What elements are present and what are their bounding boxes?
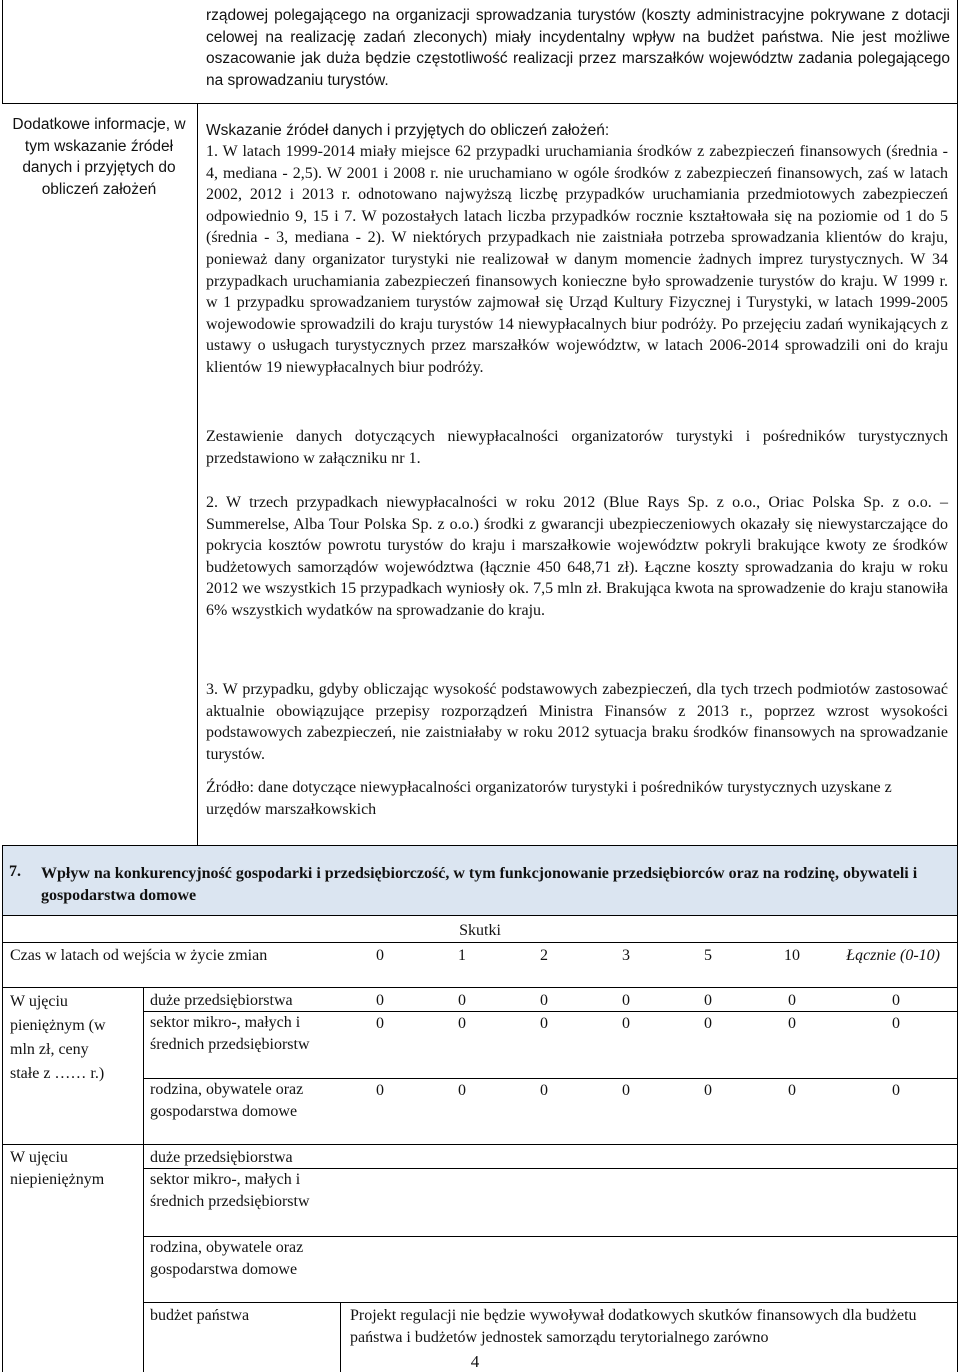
point-2: 2. W trzech przypadkach niewypłacalności w roku 2012 (Blue Rays Sp. z o.o., Oriac Polska Sp. z o.o. – Summerelse, Alba Tour Polska Sp. z o.o.) środki z gwarancji ubezpieczeniowych okazały się niewystarczające do pokrycia kosztów powrotu turystów do kraju i marszałkowie województw pokryli brakujące kwoty ze środków budżetowych samorządów województwa (łącznie 450 648,71 zł). Łączne koszty sprowadzania do kraju w roku 2012 we wszystkich 15 przypadkach wyniosły ok. 7,5 mln zł. Brakująca kwota na sprowadzenie do kraju stanowiła 6% wszystkich wydatków na sprowadzanie do kraju. [206,494,948,619]
cell-large-4: 0 [704,992,712,1009]
budget-text: Projekt regulacji nie będzie wywoływał dodatkowych skutków finansowych dla budżetu państwa i budżetów jednostek samorządu terytorialnego zarówno [350,1307,917,1346]
cell-large-0: 0 [376,992,384,1009]
row-label-large: duże przedsiębiorstwa [150,992,293,1009]
row-label-households: rodzina, obywatele oraz gospodarstwa domowe [150,1081,304,1120]
group-line-monetary [2,1144,958,1145]
sources-heading: Wskazanie źródeł danych i przyjętych do obliczeń założeń: [206,122,610,139]
cell-households-1: 0 [458,1082,466,1099]
cell-large-2: 0 [540,992,548,1009]
section7-header [2,845,958,915]
budget-label: budżet państwa [150,1307,250,1324]
cell-sme-5: 0 [788,1015,796,1032]
row-line-header [2,987,958,988]
cell-sme-3: 0 [622,1015,630,1032]
cell-households-6: 0 [892,1082,900,1099]
point-3: 3. W przypadku, gdyby obliczając wysokość podstawowych zabezpieczeń, dla tych trzech podmiotów zastosować aktualnie obowiązujące przepisy rozporządzeń Ministra Finansów z 2013 r., poprzez wzrost wysokości podstawowych zabezpieczeń, nie zaistniałaby w roku 2012 sytuacja braku środków finansowych na sprowadzanie turystów. [206,681,948,763]
cell-large-3: 0 [622,992,630,1009]
year-col-2: 2 [540,947,548,964]
year-col-1: 1 [458,947,466,964]
point-1: 1. W latach 1999-2014 miały miejsce 62 przypadki uruchamiania środków z zabezpieczeń finansowych (średnia - 4, mediana - 2,5). W 2001 i 2008 r. nie uruchamiano w ogóle środków z zabezpieczeń finansowych, zaś w latach 2002, 2012 i 2013 r. odnotowano najwyższą liczbę przypadków uruchamiania przedmiotowych zabezpieczeń odpowiednio 9, 15 i 7. W pozostałych latach liczba przypadków rocznie kształtowała się na poziomie od 1 do 5 (średnia - 3, mediana - 2). W niektórych przypadkach nie zaistniała potrzeba sprowadzania klientów do kraju, ponieważ dany organizator turystyki nie realizował w danym momencie żadnych imprez turystycznych. W 34 przypadkach uruchamiania zabezpieczeń finansowych konieczne było sprowadzenie turystów do kraju. W 1999 r. w 1 przypadku sprowadzaniem turystów zajmował się Urząd Kultury Fizycznej i Turystyki, w latach 1999-2005 wojewodowie sprowadzili do kraju turystów 14 niewypłacalnych biur podróży. Po przejęciu zadań wynikających z ustawy o usługach turystycznych przez marszałków województw, w latach 2006-2014 sprowadzili oni do kraju klientów 19 niewypłacalnych biur podróży. [206,143,948,376]
label-col-border [340,1302,341,1372]
source-note: Źródło: dane dotyczące niewypłacalności organizatorów turystyki i pośredników turystycznych uzyskane z urzędów marszałkowskich [206,779,892,818]
cell-sme-0: 0 [376,1015,384,1032]
row-label-sme: sektor mikro-, małych i średnich przedsiębiorstw [150,1014,310,1053]
top-paragraph: rządowej polegającego na organizacji sprowadzania turystów (koszty administracyjne pokrywane z dotacji celowej na realizację zadań zleconych) miały incydentalny wpływ na budżet państwa. Nie jest możliwe oszacowanie jak duża będzie częstotliwość realizacji przez marszałków województw zadania polegającego na sprowadzaniu turystów. [206,7,950,89]
left-label-cell-border [197,104,198,845]
cell-households-4: 0 [704,1082,712,1099]
year-col-3: 3 [622,947,630,964]
nm-row-line-households [143,1302,958,1303]
time-label: Czas w latach od wejścia w życie zmian [10,947,268,964]
cell-sme-2: 0 [540,1015,548,1032]
cell-households-3: 0 [622,1082,630,1099]
cell-large-5: 0 [788,992,796,1009]
left-label: Dodatkowe informacje, w tym wskazanie źródeł danych i przyjętych do obliczeń założeń [12,116,186,198]
summary-paragraph: Zestawienie danych dotyczących niewypłacalności organizatorów turystyki i pośredników turystycznych przedstawiono w załączniku nr 1. [206,428,948,467]
cell-large-1: 0 [458,992,466,1009]
year-col-10: 10 [784,947,800,964]
skutki-header: Skutki [459,922,501,939]
group-col-border [143,987,144,1372]
nm-row-label-sme: sektor mikro-, małych i średnich przedsiębiorstw [150,1171,310,1210]
cell-sme-1: 0 [458,1015,466,1032]
cell-households-0: 0 [376,1082,384,1099]
section7-number: 7. [9,863,21,880]
year-col-5: 5 [704,947,712,964]
row-line-skutki [2,942,958,943]
total-label: Łącznie (0-10) [846,947,940,964]
cell-sme-6: 0 [892,1015,900,1032]
cell-large-6: 0 [892,992,900,1009]
non-monetary-label: W ujęciu niepieniężnym [10,1149,105,1188]
section6-right-border [957,0,958,845]
nm-row-label-households: rodzina, obywatele oraz gospodarstwa domowe [150,1239,304,1278]
section7-title: Wpływ na konkurencyjność gospodarki i przedsiębiorczość, w tym funkcjonowanie przedsiębiorców oraz na rodzinę, obywateli i gospodarstwa domowe [41,865,918,904]
cell-households-5: 0 [788,1082,796,1099]
cell-households-2: 0 [540,1082,548,1099]
cell-sme-4: 0 [704,1015,712,1032]
monetary-label: W ujęciu pieniężnym (w mln zł, ceny stałe z …… r.) [10,993,106,1082]
nm-row-label-large: duże przedsiębiorstwa [150,1149,293,1166]
year-col-0: 0 [376,947,384,964]
page-number: 4 [470,1352,480,1371]
